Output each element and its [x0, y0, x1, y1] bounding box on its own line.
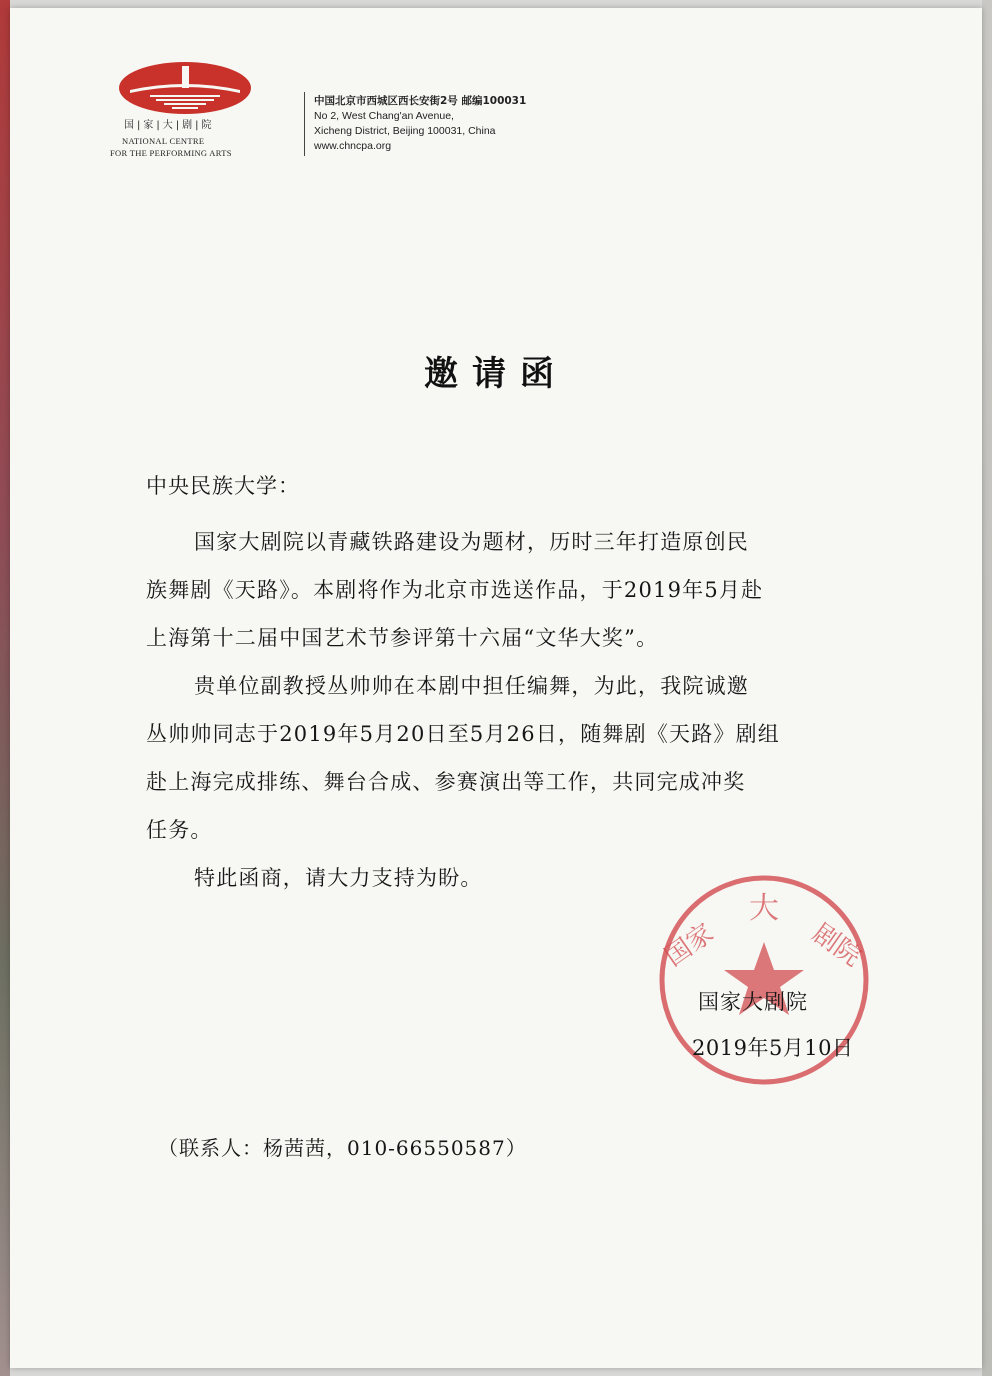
- address-en-line1: No 2, West Chang'an Avenue,: [314, 110, 454, 122]
- logo-org-cn: 国|家|大|剧|院: [124, 120, 215, 131]
- letterhead-divider: [304, 92, 305, 156]
- ncpa-logo-icon: [110, 60, 260, 116]
- paragraph-1-line-3: 上海第十二届中国艺术节参评第十六届“文华大奖”。: [146, 626, 659, 650]
- seal-top-char: 大: [749, 891, 779, 926]
- document-title: 邀请函: [424, 354, 568, 394]
- seal-left-chars: 国家: [659, 918, 720, 973]
- signature-date: 2019年5月10日: [692, 1036, 854, 1060]
- paragraph-2-line-2: 丛帅帅同志于2019年5月20日至5月26日，随舞剧《天路》剧组: [146, 722, 781, 746]
- photo-background-right: [982, 0, 992, 1376]
- logo-org-en-line2: FOR THE PERFORMING ARTS: [110, 148, 232, 158]
- website-link[interactable]: www.chncpa.org: [314, 140, 392, 152]
- paragraph-1-line-2: 族舞剧《天路》。本剧将作为北京市选送作品，于2019年5月赴: [146, 578, 764, 602]
- paragraph-1-line-1: 国家大剧院以青藏铁路建设为题材，历时三年打造原创民: [194, 530, 749, 554]
- address-en-line2: Xicheng District, Beijing 100031, China: [314, 125, 496, 137]
- paragraph-2-line-4: 任务。: [146, 818, 213, 842]
- address-cn: 中国北京市西城区西长安街2号 邮编100031: [314, 95, 527, 107]
- letter-body: [146, 518, 866, 902]
- photo-background-left: [0, 0, 10, 1376]
- paragraph-2-line-1: 贵单位副教授丛帅帅在本剧中担任编舞，为此，我院诚邀: [194, 674, 749, 698]
- seal-right-chars: 剧院: [806, 918, 867, 973]
- salutation: 中央民族大学：: [146, 474, 300, 498]
- signature-organization: 国家大剧院: [698, 990, 808, 1014]
- org-logo: [110, 60, 260, 158]
- letterhead-address: [314, 94, 526, 154]
- letter-page: [10, 8, 982, 1368]
- logo-org-en-line1: NATIONAL CENTRE: [122, 136, 205, 146]
- contact-info: （联系人：杨茜茜，010-66550587）: [158, 1136, 527, 1160]
- paragraph-2-line-3: 赴上海完成排练、舞台合成、参赛演出等工作，共同完成冲奖: [146, 770, 746, 794]
- paragraph-3-line-1: 特此函商，请大力支持为盼。: [194, 866, 483, 890]
